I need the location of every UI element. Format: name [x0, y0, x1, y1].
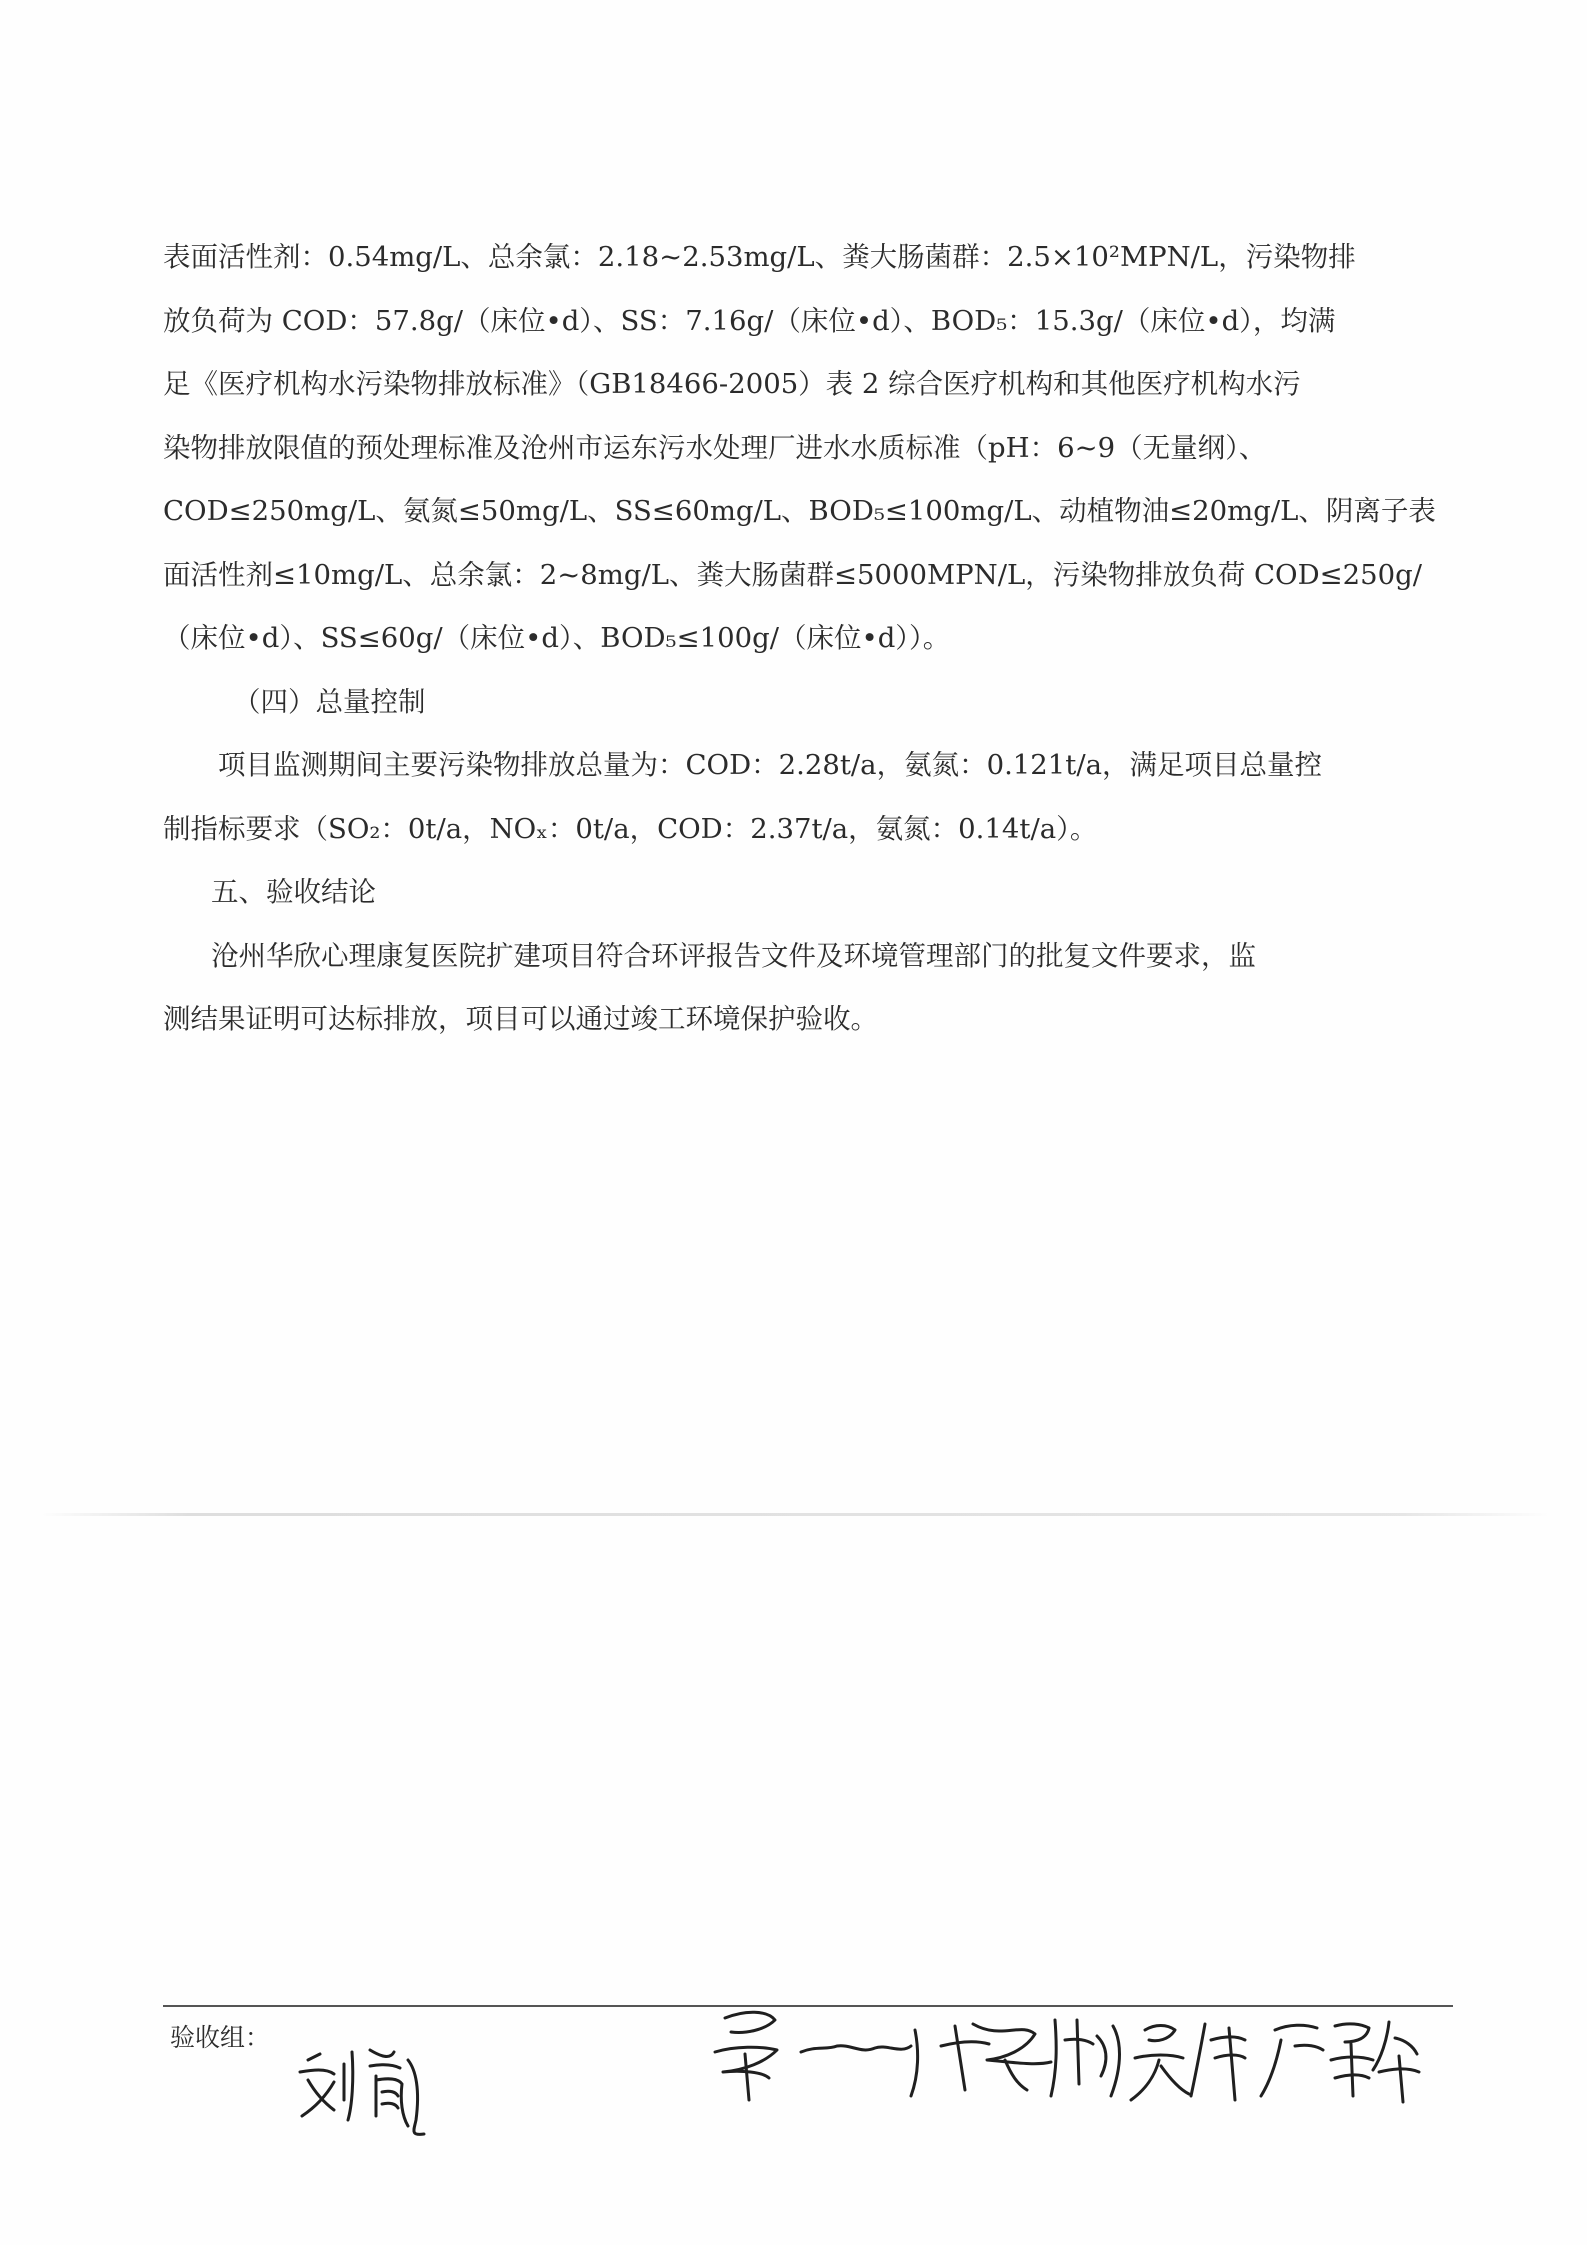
- body-line-3: 足《医疗机构水污染物排放标准》（GB18466-2005）表 2 综合医疗机构和其他医疗机构水污: [163, 368, 1301, 400]
- body-line-1: 表面活性剂：0.54mg/L、总余氯：2.18~2.53mg/L、粪大肠菌群：2.5×10²MPN/L，污染物排: [163, 241, 1356, 273]
- acceptance-group-label: 验收组：: [170, 2023, 271, 2052]
- signature-liu-jing: [290, 2030, 440, 2140]
- body-line-10: 制指标要求（SO₂：0t/a，NOₓ：0t/a，COD：2.37t/a，氨氮：0.14t/a）。: [163, 812, 1098, 845]
- body-line-4: 染物排放限值的预处理标准及沧州市运东污水处理厂进水水质标准（pH：6~9（无量纲）、: [163, 431, 1267, 464]
- body-line-5: COD≤250mg/L、氨氮≤50mg/L、SS≤60mg/L、BOD₅≤100mg/L、动植物油≤20mg/L、阴离子表: [163, 495, 1436, 527]
- scan-artifact-line: [40, 1513, 1550, 1516]
- body-line-13: 测结果证明可达标排放，项目可以通过竣工环境保护验收。: [163, 1003, 878, 1035]
- section-heading-conclusion: 五、验收结论: [211, 876, 376, 908]
- body-line-7: （床位•d）、SS≤60g/（床位•d）、BOD₅≤100g/（床位•d））。: [163, 622, 951, 654]
- body-line-2: 放负荷为 COD：57.8g/（床位•d）、SS：7.16g/（床位•d）、BOD₅：15.3g/（床位•d），均满: [163, 304, 1336, 337]
- section-heading-total-control: （四）总量控制: [233, 685, 426, 718]
- body-line-9: 项目监测期间主要污染物排放总量为：COD：2.28t/a，氨氮：0.121t/a，满足项目总量控: [218, 749, 1323, 781]
- document-body: [163, 226, 1436, 1052]
- body-line-12: 沧州华欣心理康复医院扩建项目符合环评报告文件及环境管理部门的批复文件要求，监: [211, 939, 1256, 972]
- signature-group-others: [705, 2000, 1425, 2110]
- body-line-6: 面活性剂≤10mg/L、总余氯：2~8mg/L、粪大肠菌群≤5000MPN/L，污染物排放负荷 COD≤250g/: [163, 558, 1423, 591]
